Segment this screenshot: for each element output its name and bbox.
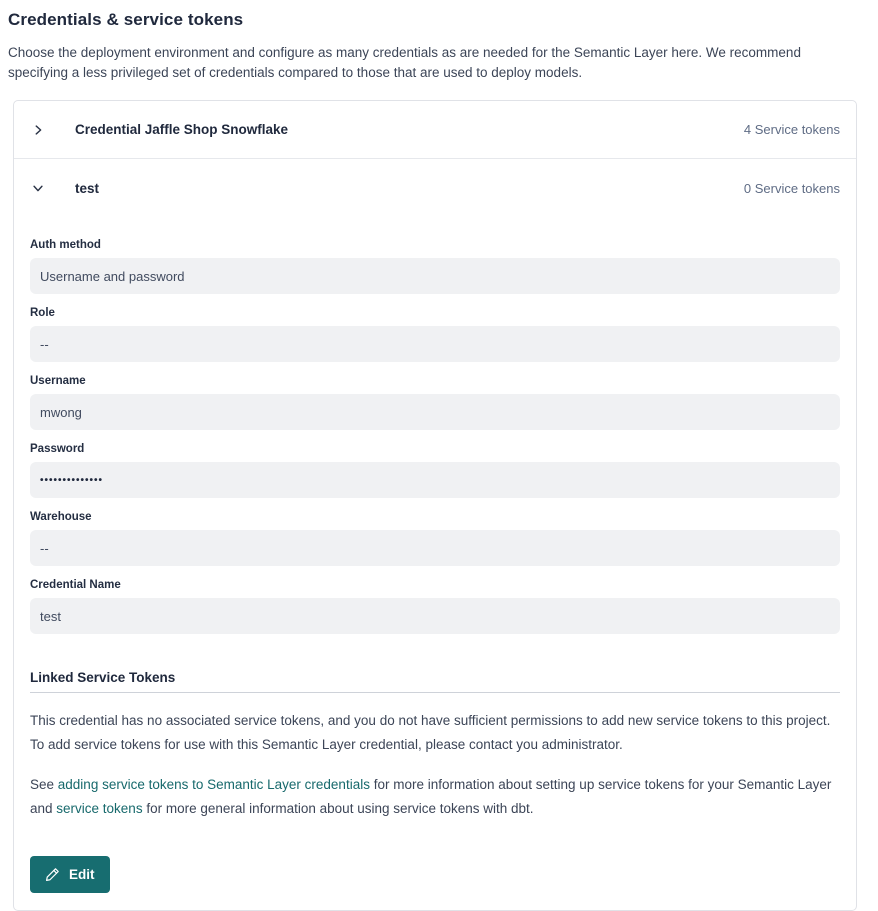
pencil-icon [45,867,60,882]
credential-name-value: test [30,598,840,634]
field-label: Credential Name [30,579,121,591]
no-tokens-message: This credential has no associated service tokens, and you do not have sufficient permissions to add new service tokens to this project. To add service tokens for use with this Semantic Layer credential, please contact you administrator. [30,713,831,752]
docs-text: for more information about setting up service tokens for your Semantic Layer and [30,777,832,816]
role-value: -- [30,326,840,362]
credentials-card [13,100,857,911]
page-title: Credentials & service tokens [8,10,244,29]
field-label: Username [30,375,86,387]
chevron-down-icon [30,180,46,196]
edit-button-label: Edit [69,867,95,882]
docs-text: See [30,777,58,792]
credential-row-test[interactable] [14,159,856,217]
field-label: Role [30,307,55,319]
page-description: Choose the deployment environment and configure as many credentials as are needed for the Semantic Layer here. We recommend specifying a less privileged set of credentials compared to those that are used to deploy models. [8,45,801,80]
credential-row-jaffle-shop[interactable] [14,101,856,159]
field-credential-name [30,579,840,634]
credential-name: Credential Jaffle Shop Snowflake [75,122,289,137]
warehouse-value: -- [30,530,840,566]
section-divider [30,692,840,693]
field-label: Auth method [30,239,101,251]
semantic-layer-credentials-link[interactable]: adding service tokens to Semantic Layer credentials [57,777,370,792]
credential-details [14,217,856,910]
linked-service-tokens-section [30,670,840,821]
credential-name: test [75,180,100,196]
service-tokens-link[interactable]: service tokens [56,801,143,816]
linked-service-tokens-heading: Linked Service Tokens [30,670,176,685]
auth-method-value: Username and password [30,258,840,294]
field-role [30,307,840,362]
field-label: Password [30,443,85,455]
chevron-right-icon [30,122,46,138]
field-label: Warehouse [30,511,92,523]
field-password [30,443,840,498]
edit-button[interactable] [30,856,110,893]
field-username [30,375,840,430]
username-value: mwong [30,394,840,430]
service-token-count: 0 Service tokens [743,180,840,196]
password-value: •••••••••••••• [30,462,840,498]
service-token-count: 4 Service tokens [743,122,840,137]
docs-text: for more general information about using service tokens with dbt. [142,801,534,816]
docs-message [30,773,840,821]
field-auth-method [30,239,840,294]
field-warehouse [30,511,840,566]
